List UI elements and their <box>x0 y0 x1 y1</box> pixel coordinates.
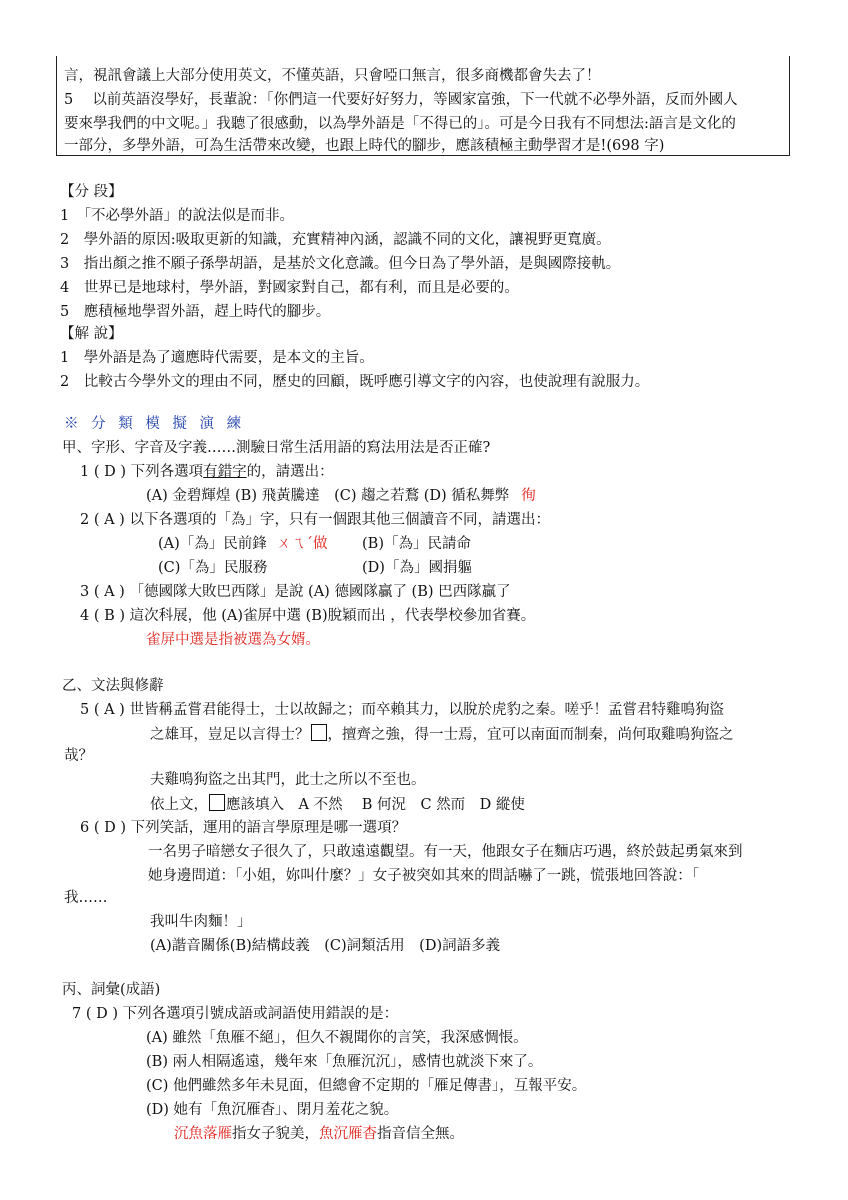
question-6-line-3: 我…… <box>64 890 108 906</box>
passage-paragraph-5-line-1: 5 以前英語沒學好，長輩說：「你們這一代要好好努力，等國家富強，下一代就不必學外語，反而外國人 <box>64 92 738 108</box>
question-7-option-a: (A) 雖然「魚雁不絕」，但久不親聞你的言笑，我深感惆悵。 <box>146 1030 528 1046</box>
question-2-option-d: (D)「為」國捐軀 <box>362 560 472 576</box>
passage-paragraph-5-line-3: 一部分，多學外語，可為生活帶來改變，也跟上時代的腳步，應該積極主動學習才是!(698 字) <box>64 138 665 154</box>
explanation-heading: 【解 說】 <box>60 326 123 342</box>
question-2-stem: 2 ( A ) 以下各選項的「為」字，只有一個跟其他三個讀音不同，請選出： <box>80 512 550 528</box>
question-5-prompt: 依上文， 應該填入 A 不然 B 何況 C 然而 D 縱使 <box>150 794 525 815</box>
question-6-line-2: 她身邊問道：「小姐，妳叫什麼？」女子被突如其來的問話嚇了一跳，慌張地回答說：「 <box>148 868 699 884</box>
question-3: 3 ( A ) 「德國隊大敗巴西隊」是說 (A) 德國隊贏了 (B) 巴西隊贏了 <box>80 584 511 600</box>
part-a-heading: 甲、字形、字音及字義……測驗日常生活用語的寫法用法是否正確? <box>62 440 491 456</box>
question-5-line-2: 之雄耳，豈足以言得士？ ，擅齊之強，得一士焉，宜可以南面而制秦，尚何取雞鳴狗盜之 <box>150 724 734 745</box>
question-1-stem: 1 ( D ) 下列各選項有錯字的，請選出： <box>80 464 334 480</box>
blank-box <box>209 794 225 811</box>
question-2-option-a: (A)「為」民前鋒 ㄨㄟˊ做 <box>158 536 328 552</box>
segment-item: 3 指出顏之推不願子孫學胡語，是基於文化意識。但今日為了學外語，是與國際接軌。 <box>60 256 621 272</box>
question-5-line-3: 哉？ <box>64 748 93 764</box>
question-7-option-b: (B) 兩人相隔遙遠，幾年來「魚雁沉沉」，感情也就淡下來了。 <box>146 1054 543 1070</box>
question-7-option-c: (C) 他們雖然多年未見面，但總會不定期的「雁足傳書」，互報平安。 <box>146 1078 587 1094</box>
exercise-title: ※ 分 類 模 擬 演 練 <box>64 416 246 432</box>
passage-paragraph-5-line-2: 要來學我們的中文呢。」我聽了很感動，以為學外語是「不得已的」。可是今日我有不同想法:語言是文化的 <box>64 116 736 132</box>
answer-note: 徇 <box>521 488 536 504</box>
segment-item: 5 應積極地學習外語，趕上時代的腳步。 <box>60 304 331 320</box>
question-6-line-1: 一名男子暗戀女子很久了，只敢遠遠觀望。有一天，他跟女子在麵店巧遇，終於鼓起勇氣來到 <box>148 844 743 860</box>
segment-item: 1 「不必學外語」的說法似是而非。 <box>60 208 294 224</box>
question-2-option-b: (B)「為」民請命 <box>362 536 471 552</box>
answer-note: ㄨㄟˊ做 <box>276 536 328 552</box>
answer-note: 魚沉雁杳 <box>319 1126 377 1142</box>
explanation-item: 2 比較古今學外文的理由不同，歷史的回顧，既呼應引導文字的內容，也使說理有說服力。 <box>60 374 650 390</box>
question-6-options: (A)諧音關係(B)結構歧義 (C)詞類活用 (D)詞語多義 <box>150 938 501 954</box>
segment-item: 4 世界已是地球村，學外語，對國家對自己，都有利，而且是必要的。 <box>60 280 519 296</box>
question-7-note: 沉魚落雁指女子貌美，魚沉雁杳指音信全無。 <box>174 1126 464 1142</box>
question-6-line-4: 我叫牛肉麵！」 <box>150 914 252 930</box>
answer-note: 沉魚落雁 <box>174 1126 232 1142</box>
segments-heading: 【分 段】 <box>60 184 123 200</box>
question-6-stem: 6 ( D ) 下列笑話，運用的語言學原理是哪一選項？ <box>80 820 407 836</box>
question-5-line-4: 夫雞鳴狗盜之出其門，此士之所以不至也。 <box>150 772 426 788</box>
answer-note: 雀屏中選是指被選為女婿。 <box>146 632 320 648</box>
question-7-stem: 7 ( D ) 下列各選項引號成語或詞語使用錯誤的是： <box>72 1006 399 1022</box>
question-4-stem: 4 ( B ) 這次科展，他 (A)雀屏中選 (B)脫穎而出 ，代表學校參加省賽。 <box>80 608 536 624</box>
explanation-item: 1 學外語是為了適應時代需要，是本文的主旨。 <box>60 350 374 366</box>
part-b-heading: 乙、文法與修辭 <box>62 678 164 694</box>
question-5-line-1: 5 ( A ) 世皆稱孟嘗君能得士，士以故歸之；而卒賴其力，以脫於虎豹之秦。嗟乎！孟嘗君特雞鳴狗盜 <box>80 702 724 718</box>
question-1-options: (A) 金碧輝煌 (B) 飛黃騰達 (C) 趨之若鶩 (D) 循私舞弊 徇 <box>146 488 536 504</box>
question-2-option-c: (C)「為」民服務 <box>158 560 268 576</box>
part-c-heading: 丙、詞彙(成語) <box>62 982 161 998</box>
segment-item: 2 學外語的原因:吸取更新的知識，充實精神內涵，認識不同的文化，讓視野更寬廣。 <box>60 232 611 248</box>
passage-line: 言，視訊會議上大部分使用英文，不懂英語，只會啞口無言，很多商機都會失去了！ <box>64 68 601 84</box>
blank-box <box>311 724 327 741</box>
underlined-keyword: 有錯字 <box>203 464 247 480</box>
question-7-option-d: (D) 她有「魚沉雁杳」、閉月羞花之貌。 <box>146 1102 399 1118</box>
